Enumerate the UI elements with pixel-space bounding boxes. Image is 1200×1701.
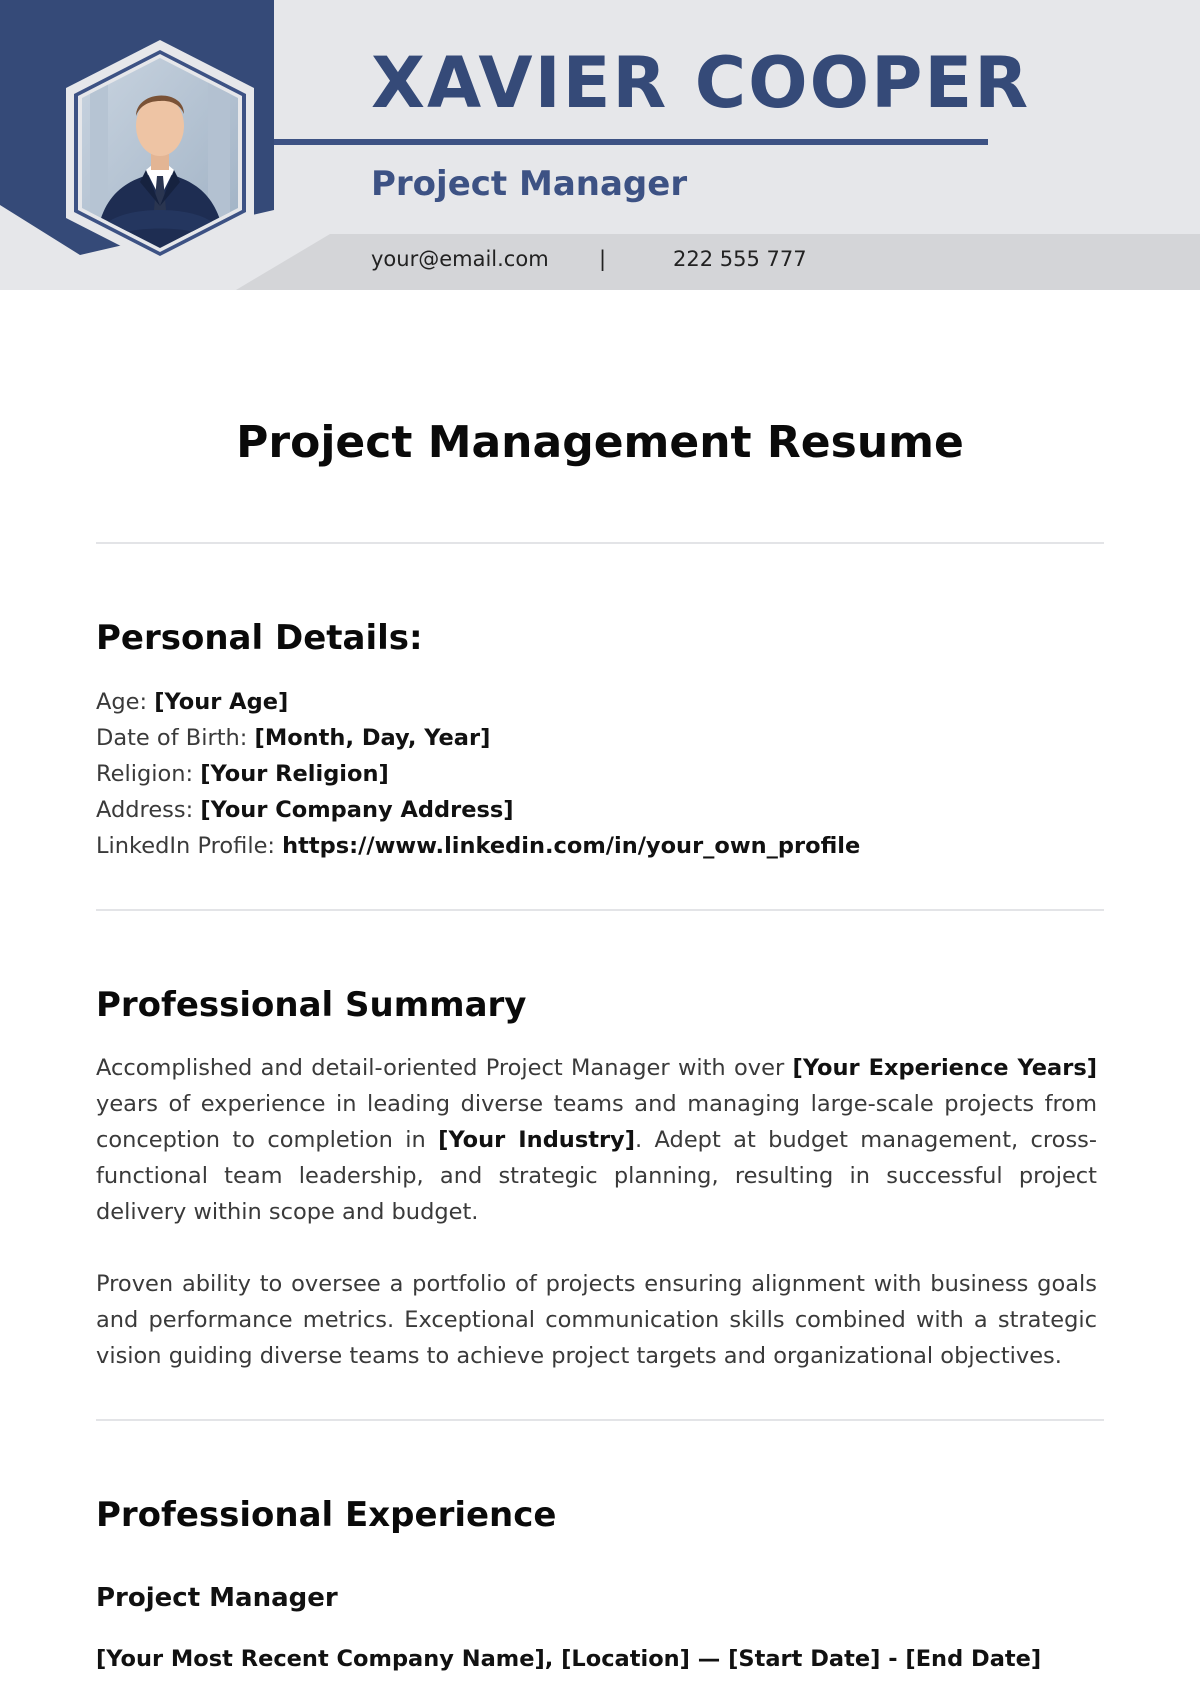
divider [96, 1419, 1104, 1421]
summary-placeholder: [Your Industry] [438, 1127, 636, 1153]
divider [96, 909, 1104, 911]
candidate-name: XAVIER COOPER [371, 42, 1031, 124]
divider [96, 542, 1104, 544]
detail-row-religion [96, 756, 389, 792]
detail-value: [Your Age] [154, 689, 289, 715]
contact-phone: 222 555 777 [673, 247, 807, 271]
summary-paragraph-1 [96, 1050, 1097, 1230]
contact-email: your@email.com [371, 247, 549, 271]
detail-label: Age: [96, 689, 148, 715]
detail-label: Religion: [96, 761, 194, 787]
experience-company-line: [Your Most Recent Company Name], [Location] — [Start Date] - [End Date] [96, 1646, 1042, 1672]
detail-value: [Month, Day, Year] [254, 725, 491, 751]
job-title: Project Manager [371, 164, 688, 204]
detail-value: [Your Religion] [200, 761, 389, 787]
detail-row-dob [96, 720, 490, 756]
summary-text: . Adept at budget management, cross-functional team leadership, and strategic planning, resulting in successful project delivery within scope and budget. [96, 1127, 1098, 1225]
detail-row-age [96, 684, 288, 720]
summary-placeholder: [Your Experience Years] [792, 1055, 1097, 1081]
detail-label: Date of Birth: [96, 725, 248, 751]
detail-value: [Your Company Address] [200, 797, 514, 823]
detail-label: Address: [96, 797, 194, 823]
contact-separator: | [599, 247, 607, 271]
experience-role: Project Manager [96, 1583, 338, 1613]
summary-text: Accomplished and detail-oriented Project Manager with over [96, 1055, 785, 1081]
summary-paragraph-2: Proven ability to oversee a portfolio of projects ensuring alignment with business goals and performance metrics. Exceptional communication skills combined with a strategic vision guiding diverse teams to achieve project targets and organizational objectives. [96, 1271, 1097, 1369]
detail-label: LinkedIn Profile: [96, 833, 275, 859]
detail-row-linkedin [96, 828, 860, 864]
detail-row-address [96, 792, 514, 828]
personal-details-heading: Personal Details: [96, 618, 423, 658]
summary-text: years of experience in leading diverse teams and managing large-scale projects from conception to completion in [96, 1091, 1097, 1153]
document-title: Project Management Resume [236, 417, 964, 468]
resume-header [0, 0, 1200, 290]
professional-experience-heading: Professional Experience [96, 1495, 557, 1535]
professional-summary-heading: Professional Summary [96, 985, 527, 1025]
linkedin-link[interactable]: https://www.linkedin.com/in/your_own_profile [282, 833, 861, 859]
